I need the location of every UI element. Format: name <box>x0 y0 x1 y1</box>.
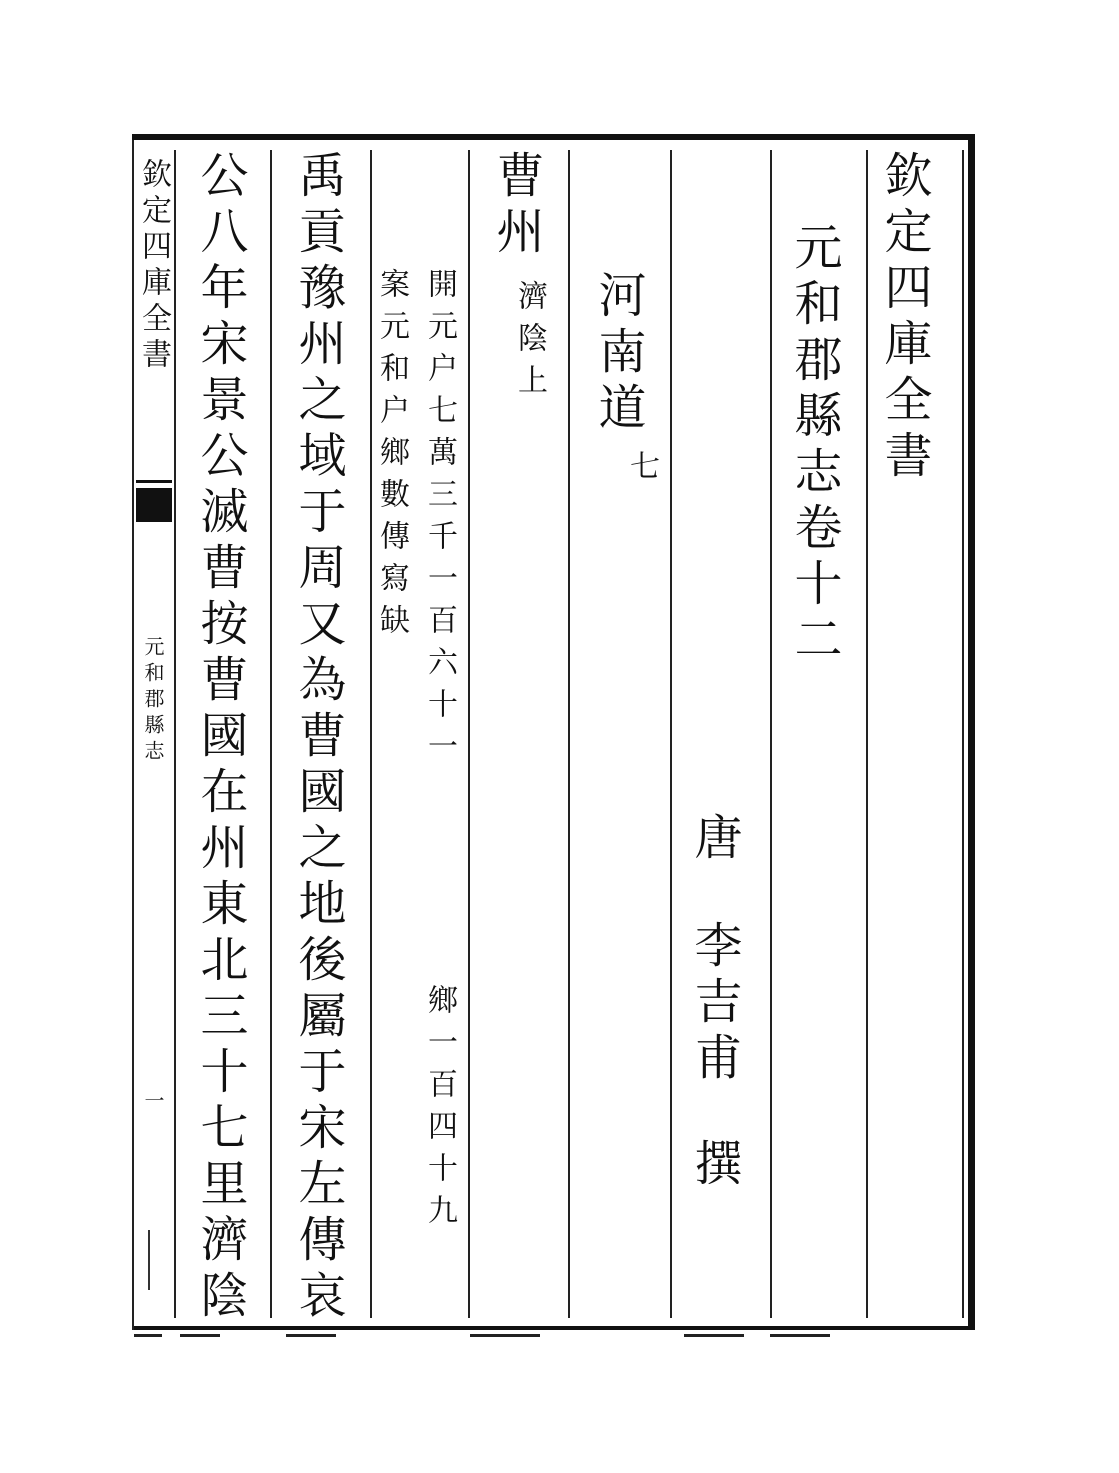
prefecture-note: 濟陰上 <box>512 280 547 406</box>
footer-mark <box>286 1334 336 1337</box>
margin-title: 欽定四庫全書 <box>136 158 171 374</box>
footer-mark <box>470 1334 540 1337</box>
margin-mark-line <box>148 1230 150 1290</box>
footer-mark <box>134 1334 162 1337</box>
fishtail-mark <box>136 488 172 522</box>
column-rule <box>962 150 964 1318</box>
footer-mark <box>180 1334 220 1337</box>
footer-mark <box>684 1334 744 1337</box>
page-frame <box>132 134 975 1330</box>
column-rule <box>770 150 772 1318</box>
circuit-name: 河南道 <box>590 270 646 438</box>
household-note-right-continued: 鄉一百四十九 <box>422 984 457 1236</box>
circuit-note: 七 <box>624 450 659 492</box>
text-column-duke: 公八年宋景公滅曹按曹國在州東北三十七里濟陰 <box>192 150 248 1326</box>
author-dynasty: 唐 <box>686 812 742 868</box>
author-compiled: 撰 <box>686 1138 742 1194</box>
author-name: 李吉甫 <box>686 920 742 1088</box>
margin-book-title: 元和郡縣志 <box>141 636 165 766</box>
footer-mark <box>770 1334 830 1337</box>
text-column-yugong: 禹貢豫州之域于周又為曹國之地後屬于宋左傳哀 <box>290 150 346 1326</box>
frame-left-edge <box>132 140 134 1330</box>
column-rule <box>866 150 868 1318</box>
heading-volume: 元和郡縣志卷十二 <box>786 222 842 670</box>
column-rule <box>370 150 372 1318</box>
margin-page-number: 一 <box>141 1090 165 1116</box>
column-rule <box>568 150 570 1318</box>
column-rule <box>174 150 176 1318</box>
household-note-right: 開元户七萬三千一百六十一 <box>422 268 457 772</box>
prefecture-name: 曹州 <box>488 150 544 262</box>
household-note-left: 案元和户鄉數傳寫缺 <box>374 268 409 646</box>
column-rule <box>270 150 272 1318</box>
heading-siku: 欽定四庫全書 <box>876 150 932 486</box>
column-rule <box>670 150 672 1318</box>
column-rule <box>468 150 470 1318</box>
fishtail-line <box>136 480 172 483</box>
